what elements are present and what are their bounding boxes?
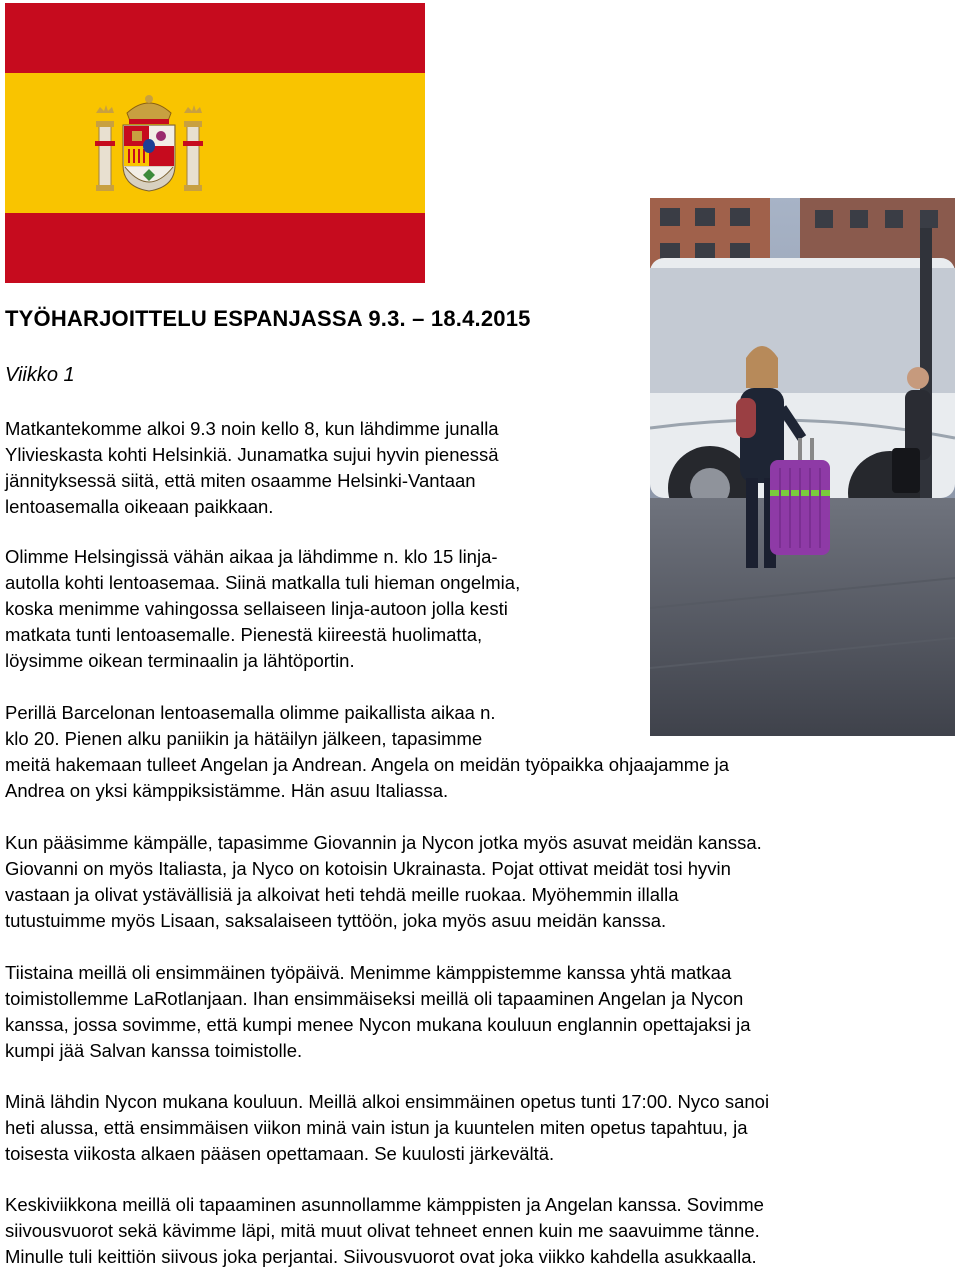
flag-red-stripe-bottom — [5, 213, 425, 283]
coat-of-arms-icon — [93, 91, 205, 203]
bus-station-photo — [650, 198, 955, 736]
paragraph-4: Kun pääsimme kämpälle, tapasimme Giovannin ja Nycon jotka myös asuvat meidän kanssa. Giovanni on myös Italiasta, ja Nyco on kotoisin Ukrainasta. Pojat ottivat meidät tosi hyvin vastaan ja olivat ystävällisiä ja alkoivat heti tehdä meille ruokaa. Myöhemmin illalla tutustuimme myös Lisaan, saksalaiseen tyttöön, joka myös asuu meidän kanssa. — [5, 832, 762, 931]
travel-photo-image — [650, 198, 955, 736]
document-title: TYÖHARJOITTELU ESPANJASSA 9.3. – 18.4.2015 — [5, 306, 531, 331]
flag-yellow-stripe — [5, 73, 425, 213]
paragraph-7: Keskiviikkona meillä oli tapaaminen asunnollamme kämppisten ja Angelan kanssa. Sovimme siivousvuorot sekä kävimme läpi, mitä muut olivat tehneet ennen kuin me saavuimme tänne. Minulle tuli keittiön siivous joka perjantai. Siivousvuorot ovat joka viikko kahdella asukkaalla. — [5, 1194, 764, 1267]
paragraph-5: Tiistaina meillä oli ensimmäinen työpäivä. Menimme kämppistemme kanssa yhtä matkaa toimistollemme LaRotlanjaan. Ihan ensimmäiseksi meillä oli tapaaminen Angelan ja Nycon kanssa, jossa sovimme, että kumpi menee Nycon mukana kouluun englannin opettajaksi ja kumpi jää Salvan kanssa toimistolle. — [5, 962, 751, 1061]
week-heading: Viikko 1 — [5, 364, 75, 386]
flag-red-stripe-top — [5, 3, 425, 73]
spanish-flag-image — [5, 3, 425, 283]
paragraph-3: Perillä Barcelonan lentoasemalla olimme paikallista aikaa n. klo 20. Pienen alku paniikin ja hätäilyn jälkeen, tapasimme meitä hakemaan tulleet Angelan ja Andrean. Angela on meidän työpaikka ohjaajamme ja Andrea on yksi kämppiksistämme. Hän asuu Italiassa. — [5, 702, 730, 801]
paragraph-6: Minä lähdin Nycon mukana kouluun. Meillä alkoi ensimmäinen opetus tunti 17:00. Nyco sanoi heti alussa, että ensimmäisen viikon minä vain istun ja kuuntelen miten opetus tapahtuu, ja toisesta viikosta alkaen pääsen opettamaan. Se kuulosti järkevältä. — [5, 1091, 770, 1164]
paragraph-1: Matkantekomme alkoi 9.3 noin kello 8, kun lähdimme junalla Ylivieskasta kohti Helsinkiä. Junamatka sujui hyvin pienessä jännityksessä siitä, että miten osaamme Helsinki-Vantaan lentoasemalla oikeaan paikkaan. — [5, 418, 499, 517]
paragraph-2: Olimme Helsingissä vähän aikaa ja lähdimme n. klo 15 linja- autolla kohti lentoasemaa. Siinä matkalla tuli hieman ongelmia, koska menimme vahingossa sellaiseen linja-autoon jolla kesti matkata tunti lentoasemalle. Pienestä kiireestä huolimatta, löysimme oikean terminaalin ja lähtöportin. — [5, 546, 521, 671]
